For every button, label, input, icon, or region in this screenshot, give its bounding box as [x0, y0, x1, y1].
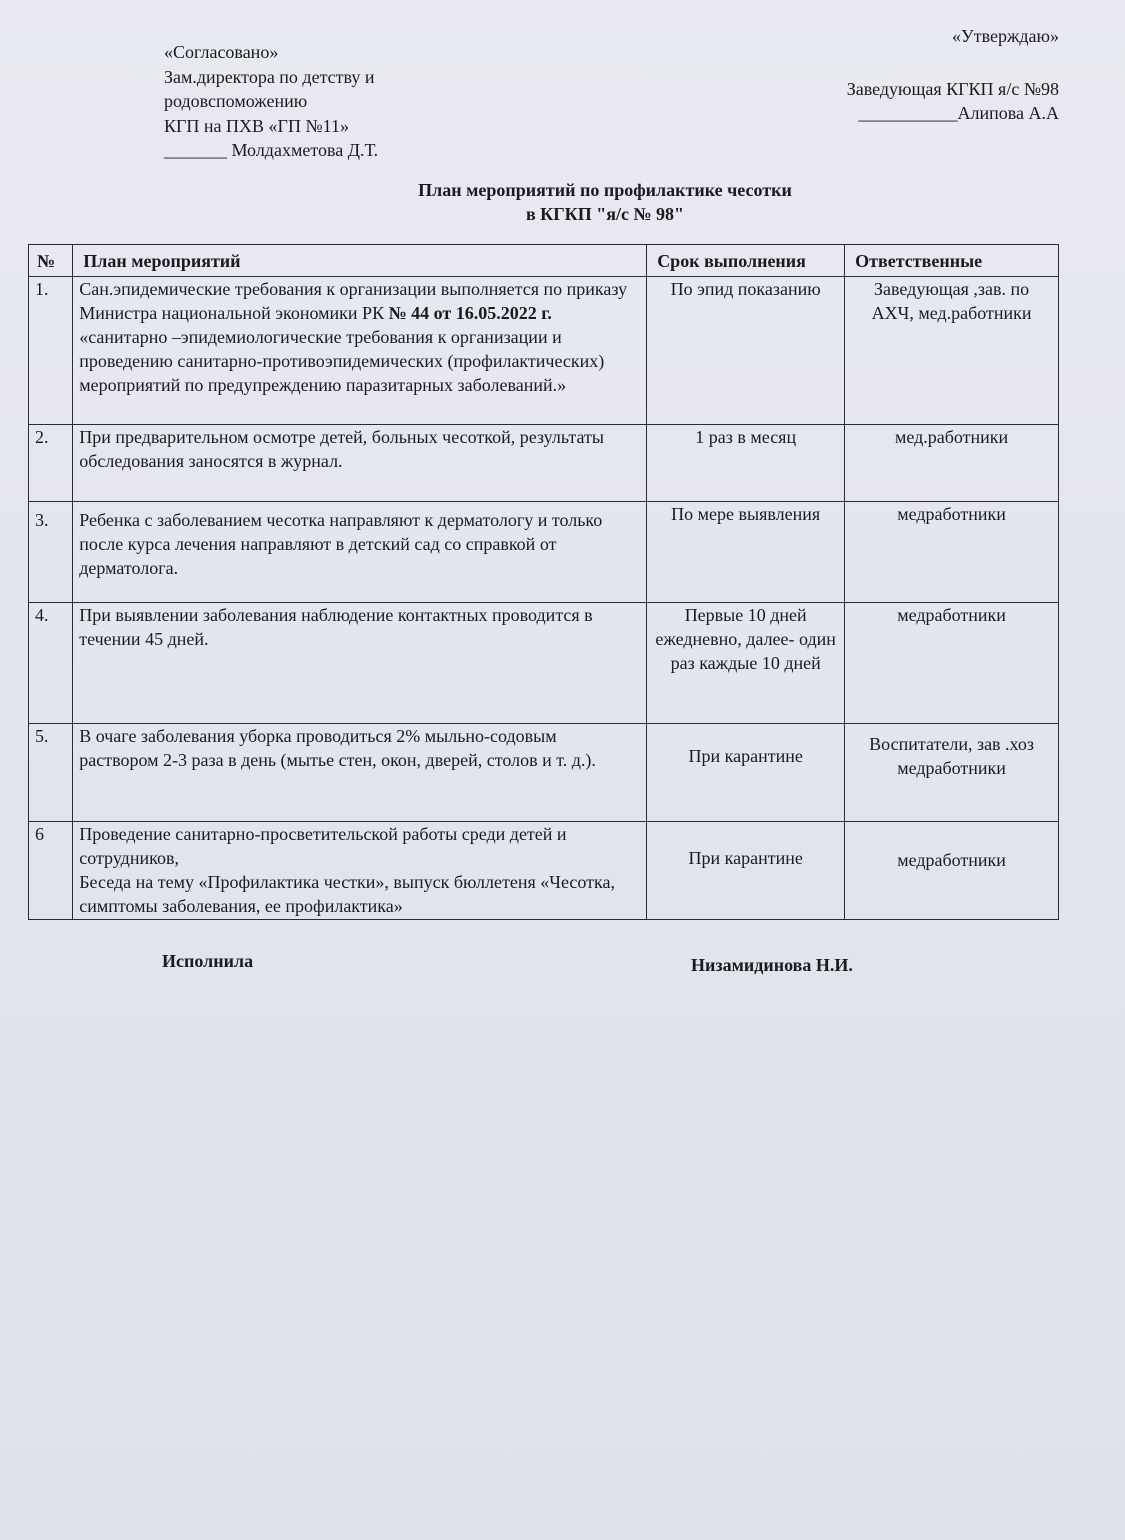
table-row: [29, 822, 1059, 920]
row-num: 3.: [29, 502, 73, 603]
row-plan: [73, 822, 647, 920]
table-row: [29, 277, 1059, 425]
approved-title: «Утверждаю»: [951, 26, 1059, 46]
row-plan: Ребенка с заболеванием чесотка направляют к дерматологу и только после курса лечения направляют в детский сад со справкой от дерматолога.: [73, 502, 647, 603]
plan-text-line: Беседа на тему «Профилактика честки», выпуск бюллетеня «Чесотка, симптомы заболевания, ее профилактика»: [79, 872, 615, 916]
plan-text-bold: № 44 от 16.05.2022 г.: [388, 303, 552, 323]
row-num: 2.: [29, 425, 73, 502]
row-plan: При выявлении заболевания наблюдение контактных проводится в течении 45 дней.: [73, 603, 647, 724]
row-responsible: Воспитатели, зав .хоз медработники: [845, 724, 1059, 822]
header-responsible: Ответственные: [845, 245, 1059, 277]
plan-table: [28, 244, 1059, 920]
agreed-line: _______ Молдахметова Д.Т.: [164, 140, 379, 160]
document-title: [0, 178, 1125, 226]
header-plan: План мероприятий: [73, 245, 647, 277]
row-term: По эпид показанию: [647, 277, 845, 425]
agreed-line: родовспоможению: [164, 91, 308, 111]
approved-block: [759, 24, 1059, 126]
row-plan: При предварительном осмотре детей, больных чесоткой, результаты обследования заносятся в журнал.: [73, 425, 647, 502]
row-num: 5.: [29, 724, 73, 822]
agreed-line: Зам.директора по детству и: [164, 66, 375, 87]
table-row: [29, 502, 1059, 603]
table-row: [29, 425, 1059, 502]
row-term: 1 раз в месяц: [647, 425, 845, 502]
row-term: При карантине: [647, 822, 845, 920]
row-plan: [73, 277, 647, 425]
table-header-row: [29, 245, 1059, 277]
approved-line: Заведующая КГКП я/с №98: [846, 78, 1059, 99]
agreed-line: «Согласовано»: [164, 42, 279, 62]
table-row: [29, 724, 1059, 822]
title-line: План мероприятий по профилактике чесотки: [418, 180, 792, 200]
header-num: №: [29, 245, 73, 277]
row-num: 6: [29, 822, 73, 920]
title-line: в КГКП "я/с № 98": [525, 204, 685, 224]
row-term: При карантине: [647, 724, 845, 822]
table-row: [29, 603, 1059, 724]
row-plan: В очаге заболевания уборка проводиться 2% мыльно-содовым раствором 2-3 раза в день (мытье стен, окон, дверей, столов и т. д.).: [73, 724, 647, 822]
agreed-line: КГП на ПХВ «ГП №11»: [164, 115, 349, 136]
row-num: 1.: [29, 277, 73, 425]
row-responsible: Заведующая ,зав. по АХЧ, мед.работники: [845, 277, 1059, 425]
row-responsible: мед.работники: [845, 425, 1059, 502]
agreed-block: [164, 40, 484, 163]
row-num: 4.: [29, 603, 73, 724]
header-term: Срок выполнения: [647, 245, 845, 277]
executor-label: Исполнила: [162, 951, 254, 971]
plan-text-line: Проведение санитарно-просветительской работы среди детей и сотрудников,: [79, 824, 567, 868]
executor-name: Низамидинова Н.И.: [691, 955, 853, 975]
row-term: По мере выявления: [647, 502, 845, 603]
plan-text-part: «санитарно –эпидемиологические требования к организации и проведению санитарно-противоэпидемических (профилактических) мероприятий по предупреждению паразитарных заболеваний.»: [79, 327, 605, 395]
row-responsible: медработники: [845, 603, 1059, 724]
approved-line: ___________Алипова А.А: [858, 103, 1059, 123]
row-responsible: медработники: [845, 822, 1059, 920]
row-responsible: медработники: [845, 502, 1059, 603]
row-term: Первые 10 дней ежедневно, далее- один раз каждые 10 дней: [647, 603, 845, 724]
plan-text-part: Сан.эпидемические требования к организации выполняется по приказу Министра национальной экономики РК: [79, 279, 628, 323]
